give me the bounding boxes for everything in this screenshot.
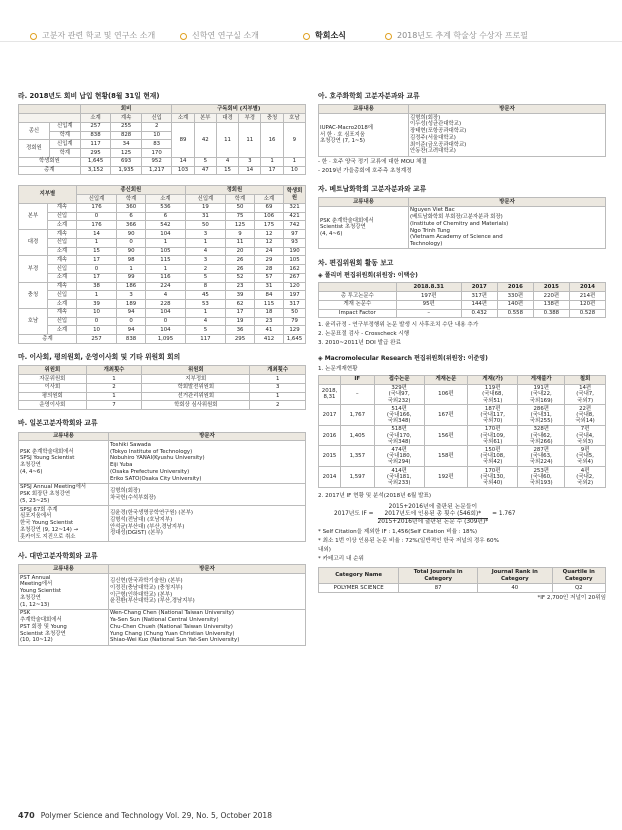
section-title: 자. 베트남화학회 고분자분과와 교류 [318, 184, 427, 193]
table-row: 총계 257 838 1,095 117 295 412 1,645 [19, 335, 306, 344]
table-row: 소계 39 189 228 53 62 115 317 [19, 300, 306, 309]
table-row: PSK 추계학술대회에서 PST 회장 및 Young Scientist 초청강연 (10, 10~12) Wen-Chang Chen (National Taiwan University) Ya-Sen Sun (National Central University) Chu-Chen Chueh (National Taiwan University) Yung Chang (Chung Yuan Christian University) Shiao-Wei Kuo (National Sun Yat-Sen University) [19, 609, 306, 645]
table-row: 학생회원 1,645 693 952 14 5 4 3 1 1 [19, 157, 306, 166]
table-row: 총계 3,152 1,935 1,217 103 47 15 14 17 10 [19, 166, 306, 175]
table-row: 종신 신입계 257 255 2 89 42 11 11 16 9 [19, 122, 306, 131]
macromol-research-body [319, 384, 606, 487]
taiwan-exchange-body [19, 574, 306, 646]
table-row: 신입 0 0 0 4 19 23 79 [19, 317, 306, 326]
table-row: 충청 계속 38 186 224 8 23 31 120 [19, 282, 306, 291]
table-row: Impact Factor – 0.432 0.558 0.388 0.528 [319, 309, 606, 318]
nav-item-awards[interactable]: 2018년도 추계 학술상 수상자 프로필 [385, 31, 528, 41]
table-row: SPSJ 67회 추계 심포지움에서 한국 Young Scientist 초청강연 (9, 12~14) → 홋카이도 지진으로 취소 김윤경(한국생명공학연구원) (본부) 김형석(전남대) (호남지부) 안석균(부산대) (부산,경남지부) 정대성(DGIST) (본부) [19, 506, 306, 542]
table-row: PSK 춘계학술대회에서 Scientist 초청강연 (4, 4~6) Nguyen Viet Bac (베트남화학회 부회장/고분자분과 회장) (Institute of Chemitry and Materials) Ngo Trinh Tung (Vietnam Academy of Science and Technology) [319, 206, 606, 249]
top-navigation [0, 0, 622, 42]
subsection-title: ◈ Macromolecular Research 편집위원회(위원장: 이준영) [318, 355, 488, 363]
subsection-title: ◈ 폴리머 편집위원회(위원장: 이택승) [318, 271, 418, 279]
table-row: 부경 계속 17 98 115 3 26 29 105 [19, 256, 306, 265]
australia-exchange-table: 교류내용 방문자 IUPAC-Macro2018에 서 한 · 호 심포지움 초청강연 (7, 1~5) 김형희(회장) 이두성(성균관대학교) 장태현(포항공과대학교) 김정주(서울대학교) 최이준(금오공과대학교) 안동찬(고려대학교) [318, 104, 606, 156]
table-row: 이사회 2 학회발전위원회 3 [19, 383, 306, 392]
table-row: 본부 계속 176 360 536 19 50 69 321 [19, 203, 306, 212]
table-row: 소계 15 90 105 4 20 24 190 [19, 247, 306, 256]
table-row: 대경 계속 14 90 104 3 9 12 97 [19, 230, 306, 239]
table-row: PSK 춘계학술대회에서 SPSJ Young Scientist 초청강연 (4, 4~6) Toshiki Sawada (Tokyo Institute of Technology) Nobuhiro YANAI(Kyushu University) Eiji Yuba (Osaka Prefecture University) Eriko SATO(Osaka City University) [19, 441, 306, 484]
polymer-editorial-body [319, 292, 606, 318]
taiwan-exchange-table: 교류내용 방문자 PST Annual Meeting에서 Young Scientist 초청강연 (1, 12~13) 김신현(한국과학기술원) (본부) 이정진(충남대학교) (충청지부) 이근형(인하대학교) (본부) 윤진환(부산대학교) (부산,경남지부) PSK 추계학술대회에서 PST 회장 및 Young Scientist 초청강연 (10, 10~12) Wen-Chang Chen (National Taiwan University) Ya-Sen Sun (National Central University) Chu-Chen Chueh (National Taiwan University) Yung Chang (Chung Yuan Christian University) Shiao-Wei Kuo (National Sun Yat-Sen University) [18, 564, 306, 645]
table-row: 운영이사회 7 학회상 심사위원회 2 [19, 401, 306, 410]
page-footer [18, 811, 272, 821]
page-number: 470 [18, 811, 35, 820]
table-row: 총 투고논문수 197편 317편 330편 220편 214편 [319, 292, 606, 301]
table-row: 자문위원회 1 지부정회 1 [19, 375, 306, 384]
table-row: 신입 0 1 1 2 26 28 162 [19, 265, 306, 274]
right-column: 아. 호주화학회 고분자분과와 교류 교류내용 방문자 IUPAC-Macro2018에 서 한 · 호 심포지움 초청강연 (7, 1~5) 김형희(회장) 이두성(성균관대학교) 장태현(포항공과대학교) 김정주(서울대학교) 최이준(금오공과대학교) 안동찬(고려대학교) - 한 · 호주 양국 정기 교류에 대한 MOU 체결 - 2019년 가을총회에 호주측 초청계정 자. 베트남화학회 고분자분과와 교류 교류내용 방문자 PSK 춘계학술대회에서 Scientist 초청강연 (4, 4~6) Nguyen Viet Bac (베트남화학회 부회장/고분자분과 회장) (Institute of Chemitry and Materials) Ngo Trinh Tung (Vietnam Academy of Science and Technology) 차. 편집위원회 활동 보고 ◈ 폴리머 편집위원회(위원장: 이택승) 2018.8.31 2017 2016 2015 2014 총 투고논문수 197편 317편 330편 220편 214편 게재 논문수 95편 144편 140편 138편 120편 Impact Factor – 0.432 0.558 0.388 0.528 1. 윤리규정 - 연구부정행위 논문 발생 시 사후조치 수단 내용 추가 2. 논문표절 검사 - Crosscheck 시행 3. 2010~2011년 DOI 발급 완료 ◈ Macromolecular Research 편집위원회(위원장: 이준영) 1. 논문게재현황 IF 접수논문 게재논문 게재(가) 게재불가 철회 2018, 8,31 – 329편 (국내97, 국외232) 106편 119편 (국내68, 국외51) 191편 (국내22, 국외169) 14편 (국내7, 국외7) 2017 1,767 514편 (국내166, 국외348) 167편 187편 (국내117, 국외70) 286편 (국내31, 국외255) 22편 (국내8, 국외14) 2016 1,405 518편 (국내170, 국외348) 156편 170편 (국내109, 국외61) 328편 (국내62, 국외266) 7편 (국내4, 국외3) 2015 1,357 474편 (국내180, 국외294) 158편 150편 (국내108, 국외42) 287편 (국내63, 국외224) 9편 (국내5, 국외4) 2014 1,597 414편 (국내181, 국외233) 192편 170편 (국내130, 국외40) 253편 (국내60, 국외193) 4편 (국내2, 국외2) 2. 2017년 IF 현황 및 분석(2018년 6월 발표) 2017년도 IF = 2015+2016년에 출판된 논문들이 2017년도에 인용된 총 횟수 (546회)* 2015+2016년에 출판된 논문 수 (309편)* = 1.767 * Self Citation을 제외한 IF : 1,456(Self Citation 비율 : 18%) * 최소 1번 이상 인용된 논문 비율 : 72%(일반적인 한국 저널의 경우 60% 내외) * 카테고리 내 순위 Category Name Total Journals in Category Journal Rank in Category Quartile in Category POLYMER SCIENCE 87 40 Q2 *IF 2,700인 저널이 20위임 [318, 92, 606, 602]
nav-item-labs[interactable]: 신학연 연구실 소개 [180, 31, 259, 41]
committee-table-body [19, 375, 306, 410]
section-title: 라. 2018년도 회비 납입 현황(8월 31일 현재) [18, 92, 160, 100]
table-row: PST Annual Meeting에서 Young Scientist 초청강연 (1, 12~13) 김신현(한국과학기술원) (본부) 이정진(충남대학교) (충청지부) 이근형(인하대학교) (본부) 윤진환(부산대학교) (부산,경남지부) [19, 574, 306, 610]
table-row: 2017 1,767 514편 (국내166, 국외348) 167편 187편 (국내117, 국외70) 286편 (국내31, 국외255) 22편 (국내8, 국외14) [319, 405, 606, 426]
table-row: 소계 176 366 542 50 125 175 742 [19, 221, 306, 230]
table-row: 학계 838 828 10 [19, 131, 306, 140]
category-table: Category Name Total Journals in Category Journal Rank in Category Quartile in Category POLYMER SCIENCE 87 40 Q2 [318, 567, 606, 593]
table-row: 2016 1,405 518편 (국내170, 국외348) 156편 170편 (국내109, 국외61) 328편 (국내62, 국외266) 7편 (국내4, 국외3) [319, 425, 606, 446]
table-row: 소계 17 99 116 5 52 57 267 [19, 273, 306, 282]
vietnam-exchange-table: 교류내용 방문자 PSK 춘계학술대회에서 Scientist 초청강연 (4, 4~6) Nguyen Viet Bac (베트남화학회 부회장/고분자분과 회장) (Institute of Chemitry and Materials) Ngo Trinh Tung (Vietnam Academy of Science and Technology) [318, 197, 606, 249]
table-row: 정회원 신입계 117 34 83 [19, 140, 306, 149]
section-title: 아. 호주화학회 고분자분과와 교류 [318, 92, 420, 100]
circle-bullet-icon [180, 33, 187, 40]
section-title: 사. 대만고분자학회와 교류 [18, 551, 98, 560]
macromol-research-table: IF 접수논문 게재논문 게재(가) 게재불가 철회 2018, 8,31 – 329편 (국내97, 국외232) 106편 119편 (국내68, 국외51) 191편 (국내22, 국외169) 14편 (국내7, 국외7) 2017 1,767 514편 (국내166, 국외348) 167편 187편 (국내117, 국외70) 286편 (국내31, 국외255) 22편 (국내8, 국외14) 2016 1,405 518편 (국내170, 국외348) 156편 170편 (국내109, 국외61) 328편 (국내62, 국외266) 7편 (국내4, 국외3) 2015 1,357 474편 (국내180, 국외294) 158편 150편 (국내108, 국외42) 287편 (국내63, 국외224) 9편 (국내5, 국외4) 2014 1,597 414편 (국내181, 국외233) 192편 170편 (국내130, 국외40) 253편 (국내60, 국외193) 4편 (국내2, 국외2) [318, 375, 606, 488]
circle-bullet-icon [385, 33, 392, 40]
nav-item-news[interactable]: 학회소식 [303, 31, 346, 41]
polymer-editorial-table: 2018.8.31 2017 2016 2015 2014 총 투고논문수 197편 317편 330편 220편 214편 게재 논문수 95편 144편 140편 138편 120편 Impact Factor – 0.432 0.558 0.388 0.528 [318, 282, 606, 318]
table-row: 소계 10 94 104 5 36 41 129 [19, 326, 306, 335]
journal-citation: Polymer Science and Technology Vol. 29, No. 5, October 2018 [40, 811, 272, 820]
committee-table: 위원회 개최횟수 위원회 개최횟수 자문위원회 1 지부정회 1 이사회 2 학회발전위원회 3 평의원회 1 선거관리위원회 1 운영이사회 7 학회상 심사위원회 2 [18, 365, 306, 410]
japan-exchange-table: 교류내용 방문자 PSK 춘계학술대회에서 SPSJ Young Scientist 초청강연 (4, 4~6) Toshiki Sawada (Tokyo Institute of Technology) Nobuhiro YANAI(Kyushu University) Eiji Yuba (Osaka Prefecture University) Eriko SATO(Osaka City University) SPSJ Annual Meeting에서 PSK 회장단 초청강연 (5, 23~25) 김형희(회장) 차국헌(수석부회장) SPSJ 67회 추계 심포지움에서 한국 Young Scientist 초청강연 (9, 12~14) → 홋카이도 지진으로 취소 김윤경(한국생명공학연구원) (본부) 김형석(전남대) (호남지부) 안석균(부산대) (부산,경남지부) 정대성(DGIST) (본부) [18, 432, 306, 542]
table-row: 신입 1 0 1 1 11 12 93 [19, 238, 306, 247]
table-row: 신입 0 6 6 31 75 106 421 [19, 212, 306, 221]
section-title: 바. 일본고분자학회와 교류 [18, 419, 98, 428]
circle-bullet-icon [303, 33, 310, 40]
left-column [18, 92, 306, 646]
japan-exchange-body [19, 441, 306, 542]
if-formula: 2017년도 IF = 2015+2016년에 출판된 논문들이 2017년도에 인용된 총 횟수 (546회)* 2015+2016년에 출판된 논문 수 (309편)* = 1.767 [334, 503, 516, 526]
fee-table: 회비 구독회비 (지부별) 소계 계속 신입 소계 본부 대경 부경 충청 호남 종신 신입계 257 255 2 89 42 11 11 16 9 학계 838 828 10 정회원 신입계 117 34 83 학계 295 125 170 학생회원 1,645 693 952 14 5 4 3 1 1 총계 3,152 1,935 1,217 103 47 15 14 17 10 [18, 104, 306, 175]
branch-table: 지부별 종신회원 정회원 학생회원 신입계 학계 소계 신입계 학계 소계 본부 계속 176 360 536 19 50 69 321 신입 0 6 6 31 75 106 421 소계 176 366 542 50 125 175 742 대경 계속 14 90 104 3 9 12 97 신입 1 0 1 1 11 12 93 소계 15 90 105 4 20 24 190 부경 계속 17 98 115 3 26 29 105 신입 0 1 1 2 26 28 162 소계 17 99 116 5 52 57 267 충청 계속 38 186 224 8 23 31 120 신입 1 3 4 45 39 84 197 소계 39 189 228 53 62 115 317 호남 계속 10 94 104 1 17 18 50 신입 0 0 0 4 19 23 79 소계 10 94 104 5 36 41 129 총계 257 838 1,095 117 295 412 1,645 [18, 185, 306, 344]
table-row: 신입 1 3 4 45 39 84 197 [19, 291, 306, 300]
table-row: 호남 계속 10 94 104 1 17 18 50 [19, 308, 306, 317]
section-title: 마. 이사회, 평의원회, 운영이사회 및 기타 위원회 회의 [18, 352, 181, 361]
branch-table-body [19, 203, 306, 343]
table-row: IUPAC-Macro2018에 서 한 · 호 심포지움 초청강연 (7, 1~5) 김형희(회장) 이두성(성균관대학교) 장태현(포항공과대학교) 김정주(서울대학교) 최이준(금오공과대학교) 안동찬(고려대학교) [319, 114, 606, 157]
table-row: 2018, 8,31 – 329편 (국내97, 국외232) 106편 119편 (국내68, 국외51) 191편 (국내22, 국외169) 14편 (국내7, 국외7) [319, 384, 606, 405]
table-row: POLYMER SCIENCE 87 40 Q2 [319, 584, 606, 593]
table-row: 평의원회 1 선거관리위원회 1 [19, 392, 306, 401]
nav-item-schools[interactable]: 고분자 관련 학교 및 연구소 소개 [30, 31, 155, 41]
table-row: SPSJ Annual Meeting에서 PSK 회장단 초청강연 (5, 23~25) 김형희(회장) 차국헌(수석부회장) [19, 483, 306, 505]
table-row: 2014 1,597 414편 (국내181, 국외233) 192편 170편 (국내130, 국외40) 253편 (국내60, 국외193) 4편 (국내2, 국외2) [319, 467, 606, 488]
section-title: 차. 편집위원회 활동 보고 [318, 259, 394, 268]
circle-bullet-icon [30, 33, 37, 40]
table-row: 게재 논문수 95편 144편 140편 138편 120편 [319, 300, 606, 309]
table-row: 학계 295 125 170 [19, 149, 306, 158]
table-row: 2015 1,357 474편 (국내180, 국외294) 158편 150편 (국내108, 국외42) 287편 (국내63, 국외224) 9편 (국내5, 국외4) [319, 446, 606, 467]
